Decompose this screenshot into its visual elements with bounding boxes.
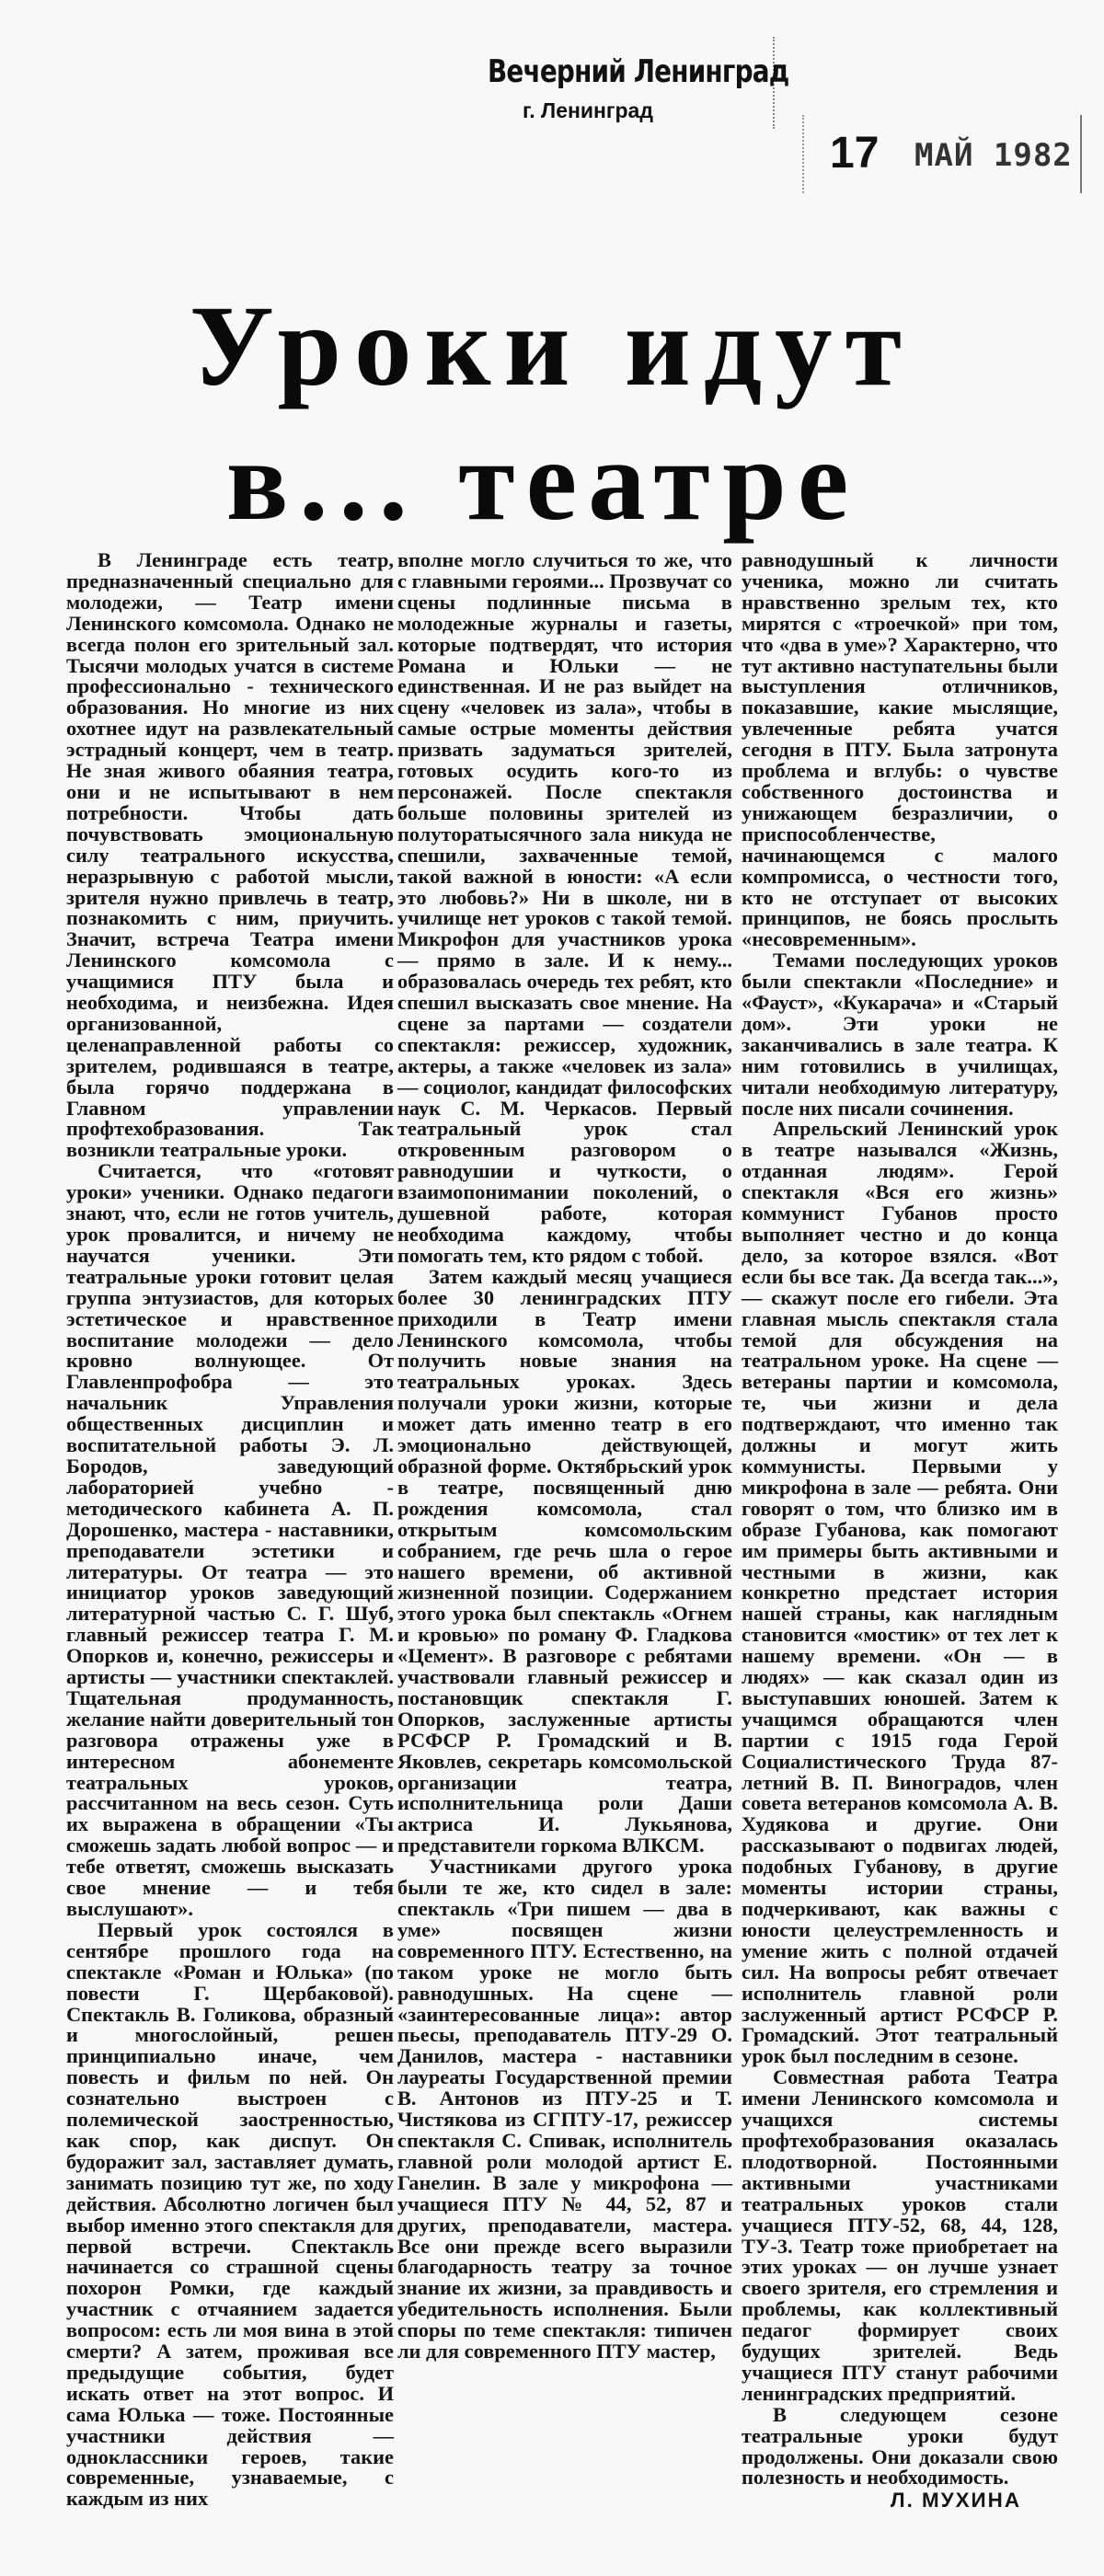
- article-column-2: [397, 550, 732, 2363]
- paragraph: Первый урок состоялся в сентябре прошлого года на спектакле «Роман и Юлька» (по повести Г. Щербаковой). Спектакль В. Голикова, образный и многослойный, решен принципиально иначе, чем повесть и фильм по ней. Он сознательно выстроен с полемической заостренностью, как спор, как диспут. Он будоражит зал, заставляет думать, занимать позицию тут же, по ходу действия. Абсолютно логичен был выбор именно этого спектакля для первой встречи. Спектакль начинается со страшной сцены похорон Ромки, где каждый участник с отчаянием задается вопросом: есть ли моя вина в этой смерти? А затем, проживая все предыдущие события, будет искать ответ на этот вопрос. И сама Юлька — тоже. Постоянные участники действия — одноклассники героев, такие современные, узнаваемые, с каждым из них: [66, 1917, 394, 2511]
- newspaper-city: г. Ленинград: [523, 98, 653, 122]
- article-column-3: [742, 550, 1058, 2512]
- paragraph-continuation: равнодушный к личности ученика, можно ли считать нравственно зрелым тех, кто мирятся с «троечкой» при том, что «два в уме»? Характерно, что тут активно наступательны были выступления отличников, показавшие, какие мыслящие, увлеченные ребята учатся сегодня в ПТУ. Была затронута проблема и вглубь: о чувстве собственного достоинства и унижающем безразличии, о приспособленчестве, начинающемся с малого компромисса, о честности того, кто не отступает от высоких принципов, не боясь прослыть «несовременным».: [742, 548, 1058, 951]
- paragraph: Совместная работа Театра имени Ленинского комсомола и учащихся системы профтехобразования оказалась плодотворной. Постоянными активными участниками театральных уроков стали учащиеся ПТУ-52, 68, 44, 128, ТУ-3. Театр тоже приобретает на этих уроках — он лучше узнает своего зрителя, его стремления и проблемы, как коллективный педагог формирует своих будущих зрителей. Ведь учащиеся ПТУ станут рабочими ленинградских предприятий.: [742, 2065, 1058, 2405]
- date-month-year: МАЙ 1982: [914, 137, 1073, 174]
- headline-line-2: в... театре: [225, 418, 860, 545]
- date-stamp: [802, 115, 1082, 193]
- date-day: 17: [830, 129, 880, 178]
- paragraph: Считается, что «готовят уроки» ученики. Однако педагоги знают, что, если не готов учитель, урок провалится, и ничему не научатся ученики. Эти театральные уроки готовит целая группа энтузиастов, для которых эстетическое и нравственное воспитание молодежи — дело кровно волнующее. От Главленпрофобра — это начальник Управления общественных дисциплин и воспитательной работы Э. Л. Бородов, заведующий лабораторией учебно - методического кабинета А. П. Дорошенко, мастера - наставники, преподаватели эстетики и литературы. От театра — это инициатор уроков заведующий литературной частью С. Г. Шуб, главный режиссер театра Г. М. Опорков и, конечно, режиссеры и артисты — участники спектаклей. Тщательная продуманность, желание найти доверительный тон разговора отражены уже в интересном абонементе театральных уроков, рассчитанном на весь сезон. Суть их выражена в обращении «Ты сможешь задать любой вопрос — и тебе ответят, сможешь высказать свое мнение — и тебя выслушают».: [66, 1159, 394, 1920]
- paragraph: В следующем сезоне театральные уроки будут продолжены. Они доказали свою полезность и необходимость.: [742, 2402, 1058, 2490]
- newspaper-name: Вечерний Ленинград: [488, 53, 789, 90]
- newspaper-masthead: [478, 37, 789, 129]
- paragraph-continuation: вполне могло случиться то же, что с главными героями... Прозвучат со сцены подлинные письма в молодежные журналы и газеты, которые подтвердят, что история Романа и Юльки — не единственная. И не раз выйдет на сцену «человек из зала», чтобы в самые острые моменты действия призвать задуматься зрителей, готовых осудить кого-то из персонажей. После спектакля больше половины зрителей из полуторатысячного зала никуда не спешили, захваченные темой, такой важной в юности: «А если это любовь?» Ни в школе, ни в училище нет уроков с такой темой. Микрофон для участников урока — прямо в зале. И к нему... образовалась очередь тех ребят, кто спешил высказать свое мнение. На сцене за партами — создатели спектакля: режиссер, художник, актеры, а также «человек из зала» — социолог, кандидат философских наук С. М. Черкасов. Первый театральный урок стал откровенным разговором о равнодушии и чуткости, о взаимопонимании поколений, о душевной работе, которая необходима каждому, чтобы помогать тем, кто рядом с тобой.: [397, 548, 732, 1267]
- paragraph: Темами последующих уроков были спектакли «Последние» и «Фауст», «Кукарача» и «Старый дом». Эти уроки не заканчивались в зале театра. К ним готовились в училищах, читали необходимую литературу, после них писали сочинения.: [742, 949, 1058, 1120]
- author-signature: Л. МУХИНА: [890, 2489, 1021, 2513]
- paragraph: В Ленинграде есть театр, предназначенный специально для молодежи, — Театр имени Ленинского комсомола. Однако не всегда полон его зрительный зал. Тысячи молодых учатся в системе профессионально - технического образования. Но многие из них охотнее идут на развлекательный эстрадный концерт, чем в театр. Не зная живого обаяния театра, они и не испытывают в нем потребности. Чтобы дать почувствовать эмоциональную силу театрального искусства, неразрывную с работой мысли, зрителя нужно привлечь в театр, познакомить с ним, приучить. Значит, встреча Театра имени Ленинского комсомола с учащимися ПТУ была и необходима, и неизбежна. Идея организованной, целенаправленной работы со зрителем, родившаяся в театре, была горячо поддержана в Главном управлении профтехобразования. Так возникли театральные уроки.: [66, 548, 394, 1162]
- paragraph: Участниками другого урока были те же, кто сидел в зале: спектакль «Три пишем — два в уме» посвящен жизни современного ПТУ. Естественно, на таком уроке не могло быть равнодушных. На сцене — «заинтересованные лица»: автор пьесы, преподаватель ПТУ-29 О. Данилов, мастера - наставники лауреаты Государственной премии В. Антонов из ПТУ-25 и Т. Чистякова из СГПТУ-17, режиссер спектакля С. Спивак, исполнитель главной роли молодой артист Е. Ганелин. В зале у микрофона — учащиеся ПТУ № 44, 52, 87 и других, преподаватели, мастера. Все они прежде всего выразили благодарность театру за точное знание их жизни, за правдивость и убедительность исполнения. Были споры по теме спектакля: типичен ли для современного ПТУ мастер,: [397, 1855, 732, 2363]
- paragraph: Апрельский Ленинский урок в театре назывался «Жизнь, отданная людям». Герой спектакля «Вся его жизнь» коммунист Губанов просто выполняет честно и до конца дело, за которое взялся. «Вот если бы все так. Да всегда так...», — скажут после его гибели. Эта главная мысль спектакля стала темой для обсуждения на театральном уроке. На сцене — ветераны партии и комсомола, те, чьи жизни и дела подтверждают, что именно так должны и могут жить коммунисты. Первыми у микрофона в зале — ребята. Они говорят о том, что близко им в образе Губанова, как помогают им примеры быть активными и честными в жизни, как конкретно предстает история нашей страны, как наглядным становится «мостик» от тех лет к нашему времени. «Он — в людях» — как сказал один из выступавших юношей. Затем к учащимся обращаются член партии с 1915 года Герой Социалистического Труда 87-летний В. П. Виноградов, член совета ветеранов комсомола А. В. Худякова и другие. Они рассказывают о подвигах людей, подобных Губанову, в другие моменты истории страны, подчеркивают, как важны с юности целеустремленность и умение жить с полной отдачей сил. На вопросы ребят отвечает исполнитель главной роли заслуженный артист РСФСР Р. Громадский. Этот театральный урок был последним в сезоне.: [742, 1117, 1058, 2068]
- headline-line-1: Уроки идут: [190, 283, 914, 410]
- article-column-1: [66, 550, 394, 2510]
- paragraph: Затем каждый месяц учащиеся более 30 ленинградских ПТУ приходили в Театр имени Ленинского комсомола, чтобы получить новые знания на театральных уроках. Здесь получали уроки жизни, которые может дать именно театр в его эмоционально действующей, образной форме. Октябрьский урок в театре, посвященный дню рождения комсомола, стал открытым комсомольским собранием, где речь шла о герое нашего времени, об активной жизненной позиции. Содержанием этого урока был спектакль «Огнем и кровью» по роману Ф. Гладкова «Цемент». В разговоре с ребятами участвовали главный режиссер и постановщик спектакля Г. Опорков, заслуженные артисты РСФСР Р. Громадский и В. Яковлев, секретарь комсомольской организации театра, исполнительница роли Даши актриса И. Лукьянова, представители горкома ВЛКСМ.: [397, 1264, 732, 1857]
